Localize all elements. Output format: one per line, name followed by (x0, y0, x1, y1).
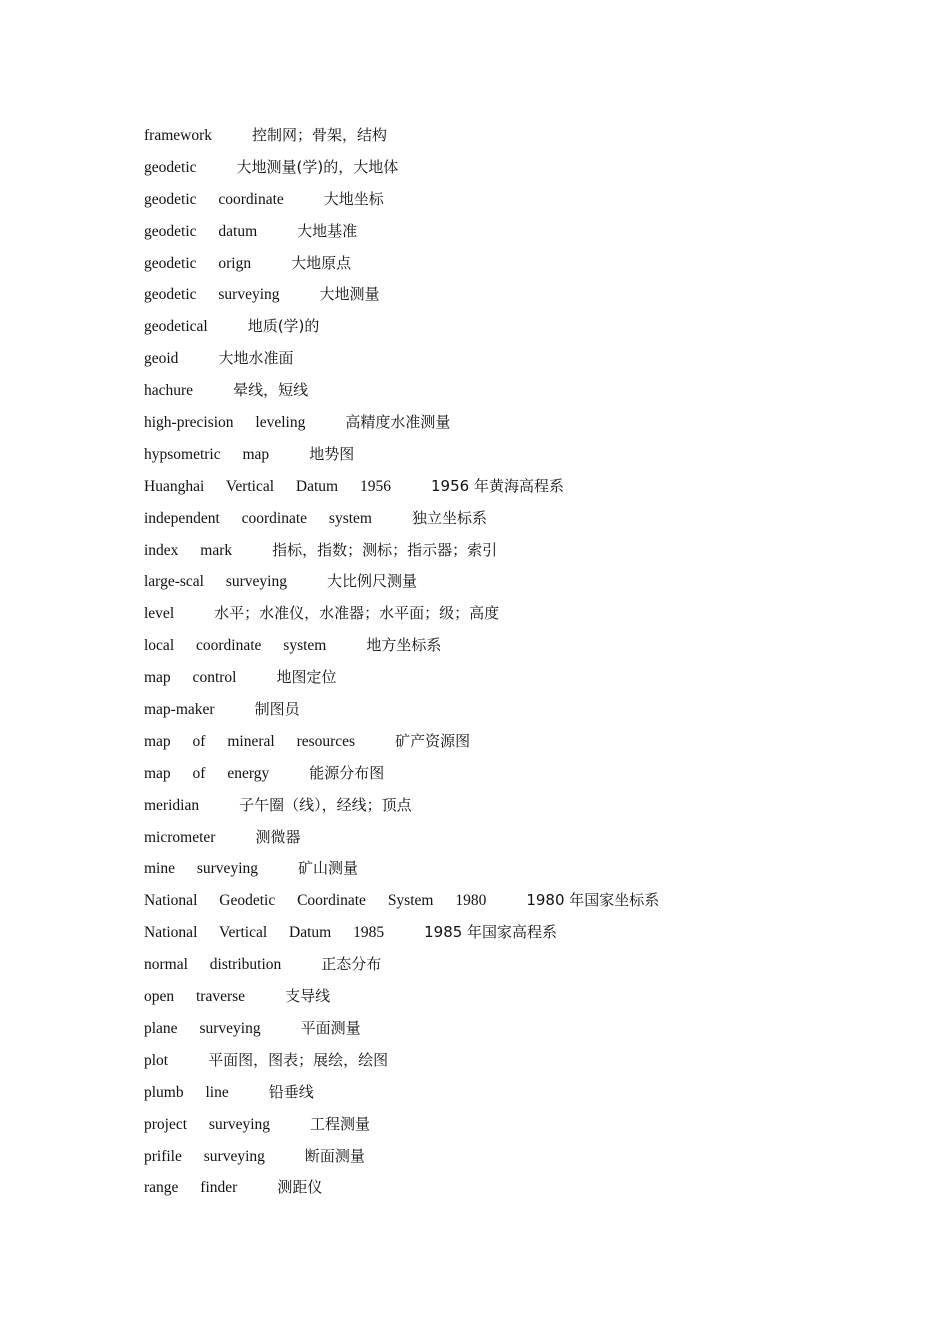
entry-term: index mark (144, 541, 233, 559)
entry-term: geodetic orign (144, 254, 252, 272)
glossary-entry (144, 729, 864, 761)
entry-term: map-maker (144, 701, 215, 719)
glossary-entry (144, 474, 864, 506)
entry-definition: 地方坐标系 (366, 636, 442, 655)
entry-definition: 指标，指数；测标；指示器；索引 (272, 540, 498, 559)
glossary-entry (144, 1112, 864, 1144)
glossary-entry (144, 155, 864, 187)
entry-term: local coordinate system (144, 637, 327, 655)
glossary-entry (144, 761, 864, 793)
entry-definition: 1956 年黄海高程系 (431, 476, 564, 495)
entry-term: framework (144, 127, 212, 144)
entry-definition: 大地测量(学)的，大地体 (236, 157, 399, 176)
entry-term: map control (144, 669, 237, 687)
entry-term: normal distribution (144, 956, 282, 974)
entry-term: map of mineral resources (144, 732, 356, 750)
entry-term: independent coordinate system (144, 509, 372, 527)
entry-term: plane surveying (144, 1019, 261, 1037)
glossary-entry (144, 601, 864, 633)
glossary-entry (144, 569, 864, 601)
entry-term: range finder (144, 1179, 238, 1197)
glossary-entry (144, 378, 864, 410)
glossary-entry (144, 346, 864, 378)
glossary-entry (144, 665, 864, 697)
entry-term: large-scal surveying (144, 573, 287, 591)
entry-term: geodetic surveying (144, 286, 280, 304)
glossary-entry (144, 506, 864, 538)
entry-term: high-precision leveling (144, 414, 306, 432)
entry-definition: 矿山测量 (298, 859, 359, 878)
entry-definition: 断面测量 (304, 1146, 365, 1165)
entry-definition: 地势图 (309, 444, 355, 463)
entry-definition: 测距仪 (277, 1178, 323, 1197)
entry-definition: 工程测量 (310, 1114, 371, 1133)
entry-definition: 制图员 (254, 700, 300, 719)
entry-definition: 能源分布图 (309, 763, 385, 782)
entry-term: mine surveying (144, 860, 258, 878)
entry-definition: 矿产资源图 (395, 731, 471, 750)
glossary-entry (144, 442, 864, 474)
glossary-entry (144, 888, 864, 920)
entry-term: National Vertical Datum 1985 (144, 924, 385, 942)
glossary-entry (144, 1144, 864, 1176)
glossary-entry (144, 633, 864, 665)
entry-term: geodetic coordinate (144, 190, 284, 208)
entry-definition: 支导线 (285, 987, 331, 1006)
entry-term: geodetic (144, 158, 197, 176)
entry-term: Huanghai Vertical Datum 1956 (144, 477, 391, 495)
entry-definition: 1985 年国家高程系 (424, 923, 558, 942)
entry-term: meridian (144, 796, 200, 814)
entry-definition: 1980 年国家坐标系 (526, 891, 660, 910)
entry-definition: 大地测量 (319, 285, 380, 304)
glossary-entry (144, 697, 864, 729)
entry-definition: 大地基准 (297, 221, 358, 240)
glossary-entry (144, 1016, 864, 1048)
entry-term: geodetical (144, 318, 208, 336)
glossary-entry (144, 920, 864, 952)
entry-term: project surveying (144, 1115, 271, 1133)
entry-definition: 正态分布 (321, 955, 382, 974)
glossary-entry (144, 984, 864, 1016)
entry-term: hypsometric map (144, 445, 270, 463)
entry-definition: 铅垂线 (268, 1082, 314, 1101)
entry-definition: 测微器 (255, 827, 301, 846)
entry-term: plot (144, 1051, 169, 1069)
entry-definition: 大比例尺测量 (326, 572, 417, 591)
glossary-entry (144, 952, 864, 984)
entry-definition: 地图定位 (276, 668, 337, 687)
entry-term: open traverse (144, 988, 246, 1006)
glossary-entry (144, 825, 864, 857)
entry-definition: 大地坐标 (323, 189, 384, 208)
entry-term: level (144, 605, 175, 623)
entry-definition: 大地原点 (291, 253, 352, 272)
glossary-entry (144, 282, 864, 314)
entry-definition: 水平；水准仪，水准器；水平面；级；高度 (214, 604, 500, 623)
glossary-list (144, 123, 864, 1207)
entry-definition: 高精度水准测量 (345, 413, 451, 432)
entry-definition: 地质(学)的 (247, 317, 320, 336)
glossary-entry (144, 123, 864, 155)
entry-term: plumb line (144, 1083, 229, 1101)
glossary-entry (144, 410, 864, 442)
entry-definition: 独立坐标系 (411, 508, 487, 527)
glossary-entry (144, 538, 864, 570)
entry-definition: 子午圈（线），经线；顶点 (239, 795, 412, 814)
entry-definition: 平面测量 (300, 1018, 361, 1037)
entry-term: National Geodetic Coordinate System 1980 (144, 892, 487, 910)
glossary-entry (144, 187, 864, 219)
glossary-entry (144, 793, 864, 825)
glossary-entry (144, 1080, 864, 1112)
glossary-entry (144, 1175, 864, 1207)
entry-term: prifile surveying (144, 1147, 265, 1165)
entry-term: map of energy (144, 764, 270, 782)
glossary-entry (144, 314, 864, 346)
entry-definition: 控制网；骨架，结构 (252, 126, 388, 144)
entry-definition: 平面图，图表；展绘，绘图 (208, 1050, 389, 1069)
glossary-entry (144, 251, 864, 283)
entry-term: micrometer (144, 828, 216, 846)
entry-term: geoid (144, 350, 179, 368)
entry-definition: 大地水准面 (218, 349, 294, 368)
entry-term: geodetic datum (144, 222, 258, 240)
glossary-entry (144, 856, 864, 888)
entry-term: hachure (144, 382, 194, 400)
glossary-entry (144, 219, 864, 251)
glossary-entry (144, 1048, 864, 1080)
entry-definition: 晕线，短线 (233, 381, 309, 400)
